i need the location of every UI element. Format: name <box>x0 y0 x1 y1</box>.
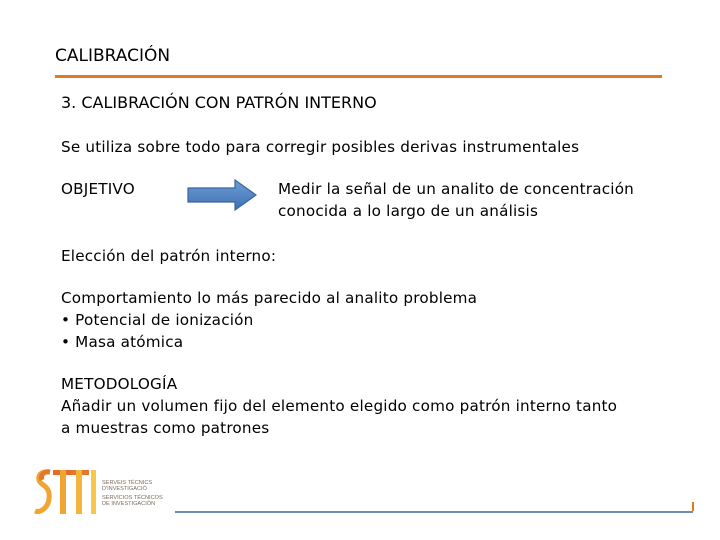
title-underline <box>55 75 662 78</box>
metodologia-block <box>61 373 617 439</box>
comportamiento-block <box>61 287 477 353</box>
footer-divider <box>175 511 693 513</box>
metodologia-line: a muestras como patrones <box>61 419 270 437</box>
intro-text: Se utiliza sobre todo para corregir posibles derivas instrumentales <box>61 138 580 156</box>
right-arrow-icon <box>187 179 257 211</box>
objetivo-desc-line: conocida a lo largo de un análisis <box>278 202 539 220</box>
eleccion-heading: Elección del patrón interno: <box>61 247 277 265</box>
metodologia-heading: METODOLOGÍA <box>61 375 178 393</box>
objetivo-label: OBJETIVO <box>61 180 135 198</box>
page-title: CALIBRACIÓN <box>55 46 171 66</box>
sti-logo <box>34 466 164 520</box>
logo-caption-line: SERVEIS TÈCNICS <box>102 480 153 486</box>
objetivo-description <box>278 178 634 222</box>
logo-caption-line: DE INVESTIGACIÓN <box>102 501 156 508</box>
logo-caption-line: SERVICIOS TÉCNICOS <box>102 494 163 501</box>
metodologia-line: Añadir un volumen fijo del elemento elegido como patrón interno tanto <box>61 397 618 415</box>
bullet-item: • Masa atómica <box>61 333 184 351</box>
logo-caption <box>102 480 163 508</box>
bullet-item: • Potencial de ionización <box>61 311 254 329</box>
objetivo-desc-line: Medir la señal de un analito de concentración <box>278 180 635 198</box>
logo-caption-line: D'INVESTIGACIÓ <box>102 486 147 493</box>
footer-accent <box>678 502 694 511</box>
comportamiento-line: Comportamiento lo más parecido al analito problema <box>61 289 478 307</box>
sti-logo-mark <box>34 466 100 520</box>
section-heading: 3. CALIBRACIÓN CON PATRÓN INTERNO <box>61 93 377 112</box>
